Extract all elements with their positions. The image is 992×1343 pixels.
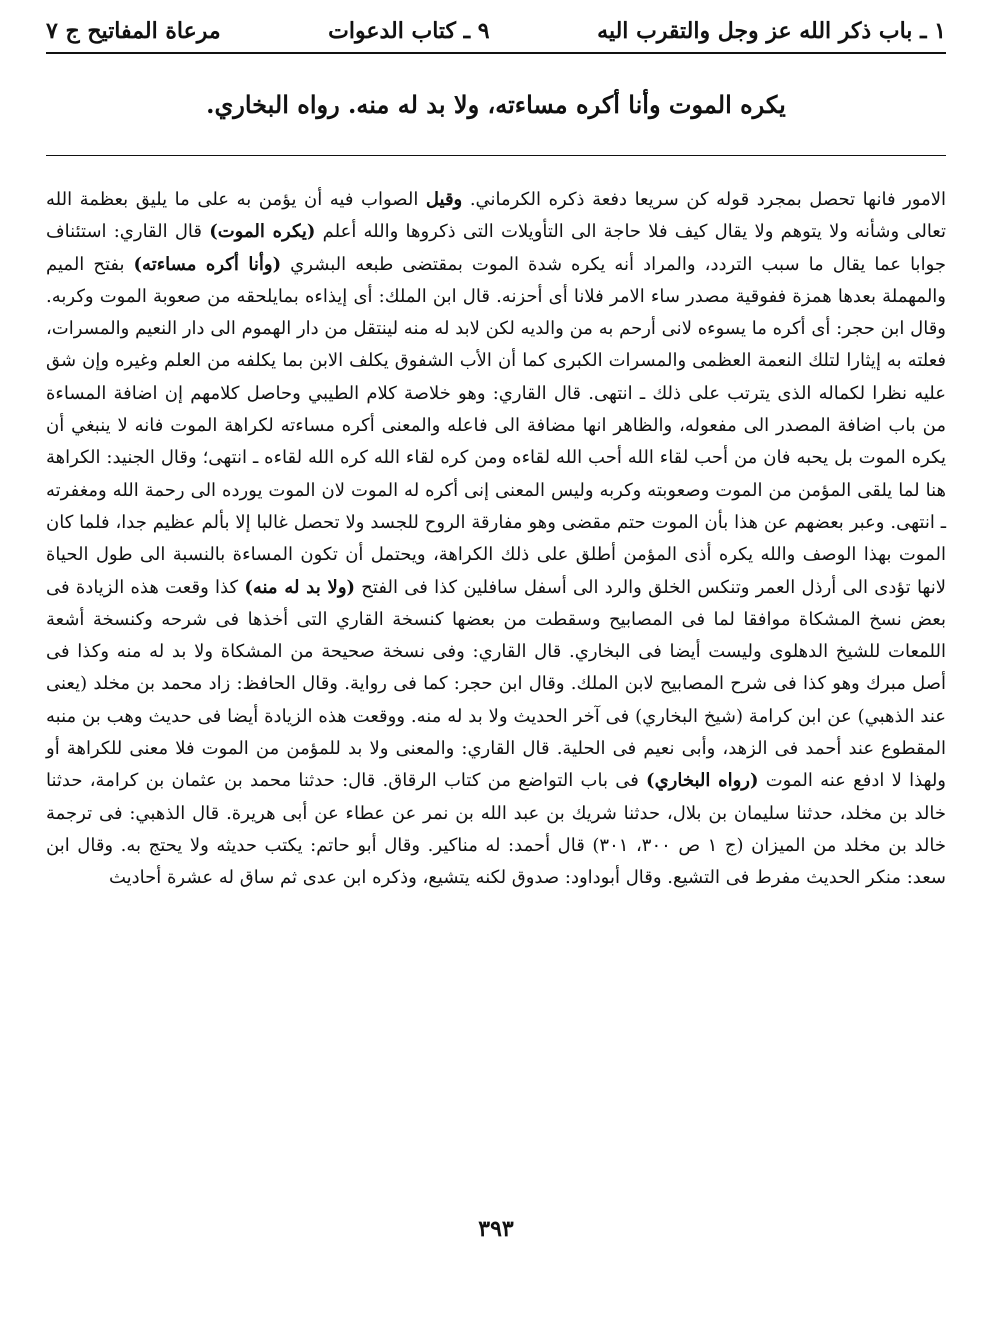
page-number: ٣٩٣ — [478, 1216, 514, 1242]
book-title: مرعاة المفاتيح ج ٧ — [46, 18, 221, 44]
running-header — [46, 10, 946, 52]
commentary-text: الصواب فيه أن يؤمن به على ما يليق بعظمة الله تعالى وشأنه ولا يتوهم ولا يقال كيف فلا حاجة الى التأويلات التى ذكروها والله أعلم — [46, 189, 946, 243]
commentary-text: الامور فانها تحصل بمجرد قوله كن سريعا دفعة ذكره الكرماني. — [462, 189, 946, 210]
highlighted-phrase: وقيل — [425, 189, 463, 210]
text-divider-rule — [46, 155, 946, 156]
highlighted-phrase: (ولا بد له منه) — [244, 576, 356, 598]
highlighted-phrase: (رواه البخاري) — [646, 770, 759, 792]
highlighted-phrase: (وأنا أكره مساءته) — [133, 253, 282, 275]
document-page — [46, 10, 946, 1330]
section-heading: ١ ـ باب ذكر الله عز وجل والتقرب اليه — [597, 18, 946, 44]
commentary-body — [46, 184, 946, 895]
chapter-heading: ٩ ـ كتاب الدعوات — [328, 18, 490, 44]
highlighted-phrase: (يكره الموت) — [209, 221, 316, 243]
hadith-text: يكره الموت وأنا أكره مساءته، ولا بد له منه. رواه البخاري. — [206, 90, 786, 119]
commentary-text: قال القاري: استئناف جوابا عما يقال ما سبب التردد، والمراد أنه يكره شدة الموت بمقتضى طبعه البشري — [46, 221, 946, 275]
commentary-text: كذا وقعت هذه الزيادة فى بعض نسخ المشكاة موافقا لما فى المصابيح وسقطت من بعضها كنسخة القاري التى أخذها فى شرحه وكنسخة أشعة اللمعات للشيخ الدهلوى وليست أيضا فى البخاري. قال القاري: وفى نسخة صحيحة من المشكاة ولا بد له منه وكذا فى أصل مبرك وهو كذا فى شرح المصابيح لابن الملك. وقال ابن حجر: كما فى رواية. وقال الحافظ: زاد محمد بن مخلد (يعنى عند الذهبي) عن ابن كرامة (شيخ البخاري) فى آخر الحديث ولا بد له منه. ووقعت هذه الزيادة أيضا فى حديث وهب بن منبه المقطوع عند أحمد فى الزهد، وأبى نعيم فى الحلية. قال القاري: والمعنى ولا بد للمؤمن من الموت فلا معنى للكراهة أو ولهذا لا ادفع عنه الموت — [46, 576, 947, 792]
commentary-paragraph — [46, 184, 946, 895]
commentary-text: فى باب التواضع من كتاب الرقاق. قال: حدثنا محمد بن عثمان بن كرامة، حدثنا خالد بن مخلد، حدثنا سليمان بن بلال، حدثنا شريك بن عبد الله بن نمر عن عطاء عن أبى هريرة. قال الذهبي: فى ترجمة خالد بن مخلد من الميزان (ج ١ ص ٣٠٠، ٣٠١) قال أحمد: له مناكير. وقال أبو حاتم: يكتب حديثه ولا يحتج به. وقال ابن سعد: منكر الحديث مفرط فى التشيع. وقال أبوداود: صدوق لكنه يتشيع، وذكره ابن عدى ثم ساق له عشرة أحاديث — [46, 770, 946, 889]
commentary-text: بفتح الميم والمهملة بعدها همزة ففوقية مصدر ساء الامر فلانا أى أحزنه. قال ابن الملك: أى إيذاءه بمايلحقه من صعوبة الموت وكربه. وقال ابن حجر: أى أكره ما يسوءه لانى أرحم به من والديه لكن لابد له منه لينتقل من دار الهموم الى دار النعيم والمسرات، فعلته به إيثارا لتلك النعمة العظمى والمسرات الكبرى كما أن الأب الشفوق يكلف الابن بما يكلفه من العلم وغيره وإن شق عليه نظرا لكماله الذى يترتب على ذلك ـ انتهى. قال القاري: وهو خلاصة كلام الطيبي وحاصل كلامهم إن اضافة المساءة من باب اضافة المصدر الى مفعوله، والظاهر انها مضافة الى فاعله والمعنى أكره مساءته لكراهة الموت فانه لا ينبغي أن يكره الموت بل يحبه فان من أحب لقاء الله أحب الله لقاءه ومن كره لقاء الله كره الله لقاءه ـ انتهى؛ وقال الجنيد: الكراهة هنا لما يلقى المؤمن من الموت وصعوبته وكربه وليس المعنى إنى أكره له الموت لان الموت يورده الى رحمة الله ومغفرته ـ انتهى. وعبر بعضهم عن هذا بأن الموت حتم مقضى وهو مفارقة الروح للجسد ولا تحصل غالبا إلا بألم عظيم جدا، فلما كان الموت بهذا الوصف والله يكره أذى المؤمن أطلق على ذلك الكراهة، ويحتمل أن تكون المساءة بالنسبة الى طول الحياة لانها تؤدى الى أرذل العمر وتنكس الخلق والرد الى أسفل سافلين كذا فى الفتح — [46, 253, 947, 598]
